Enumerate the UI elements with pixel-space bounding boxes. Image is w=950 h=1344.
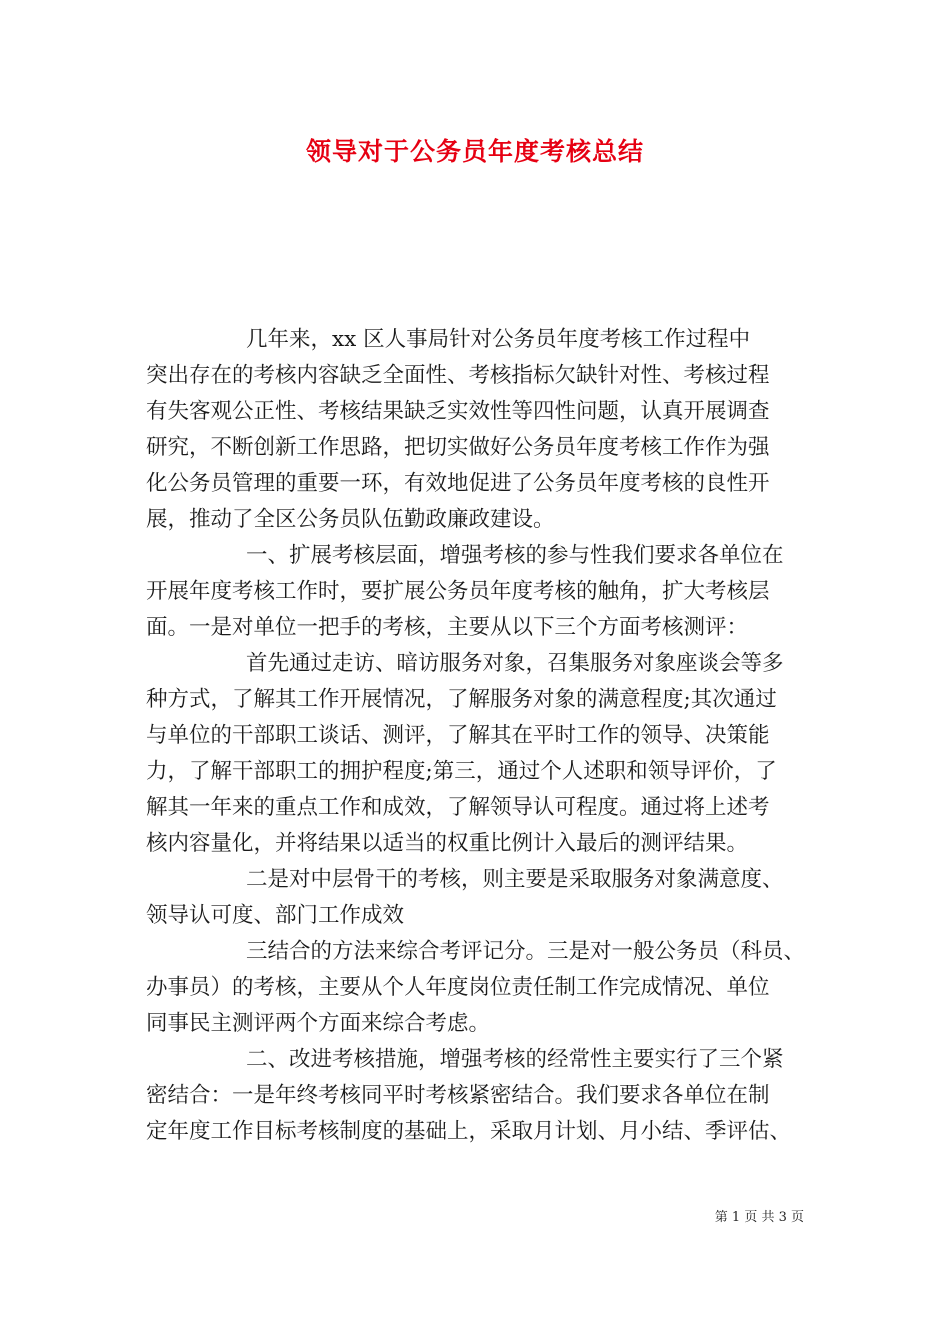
paragraph-first-line: 几年来，xx 区人事局针对公务员年度考核工作过程中 — [246, 327, 751, 352]
paragraph-first-line: 首先通过走访、暗访服务对象，召集服务对象座谈会等多 — [246, 651, 784, 676]
paragraph-first-line: 三结合的方法来综合考评记分。三是对一般公务员（科员、 — [246, 939, 806, 964]
paragraph-line: 种方式，了解其工作开展情况，了解服务对象的满意程度;其次通过 — [146, 687, 777, 712]
paragraph-line: 密结合：一是年终考核同平时考核紧密结合。我们要求各单位在制 — [146, 1083, 770, 1108]
paragraph-line: 突出存在的考核内容缺乏全面性、考核指标欠缺针对性、考核过程 — [146, 363, 770, 388]
paragraph-line: 与单位的干部职工谈话、测评，了解其在平时工作的领导、决策能 — [146, 723, 770, 748]
paragraph-line: 展，推动了全区公务员队伍勤政廉政建设。 — [146, 507, 555, 532]
paragraph-line: 办事员）的考核，主要从个人年度岗位责任制工作完成情况、单位 — [146, 975, 770, 1000]
paragraph-line: 同事民主测评两个方面来综合考虑。 — [146, 1011, 491, 1036]
paragraph-line: 有失客观公正性、考核结果缺乏实效性等四性问题，认真开展调查 — [146, 399, 770, 424]
page-number-footer: 第 1 页 共 3 页 — [714, 1210, 804, 1225]
paragraph-line: 研究，不断创新工作思路，把切实做好公务员年度考核工作作为强 — [146, 435, 770, 460]
document-title: 领导对于公务员年度考核总结 — [305, 137, 644, 166]
paragraph-line: 核内容量化，并将结果以适当的权重比例计入最后的测评结果。 — [146, 831, 749, 856]
paragraph-first-line: 二是对中层骨干的考核，则主要是采取服务对象满意度、 — [246, 867, 784, 892]
paragraph-line: 面。一是对单位一把手的考核，主要从以下三个方面考核测评： — [146, 615, 749, 640]
document-body — [146, 322, 818, 1150]
paragraph-line: 力，了解干部职工的拥护程度;第三，通过个人述职和领导评价，了 — [146, 759, 777, 784]
paragraph-line: 解其一年来的重点工作和成效，了解领导认可程度。通过将上述考 — [146, 795, 770, 820]
paragraph-first-line: 二、改进考核措施，增强考核的经常性主要实行了三个紧 — [246, 1047, 784, 1072]
paragraph-line: 开展年度考核工作时，要扩展公务员年度考核的触角，扩大考核层 — [146, 579, 770, 604]
paragraph-line: 化公务员管理的重要一环，有效地促进了公务员年度考核的良性开 — [146, 471, 770, 496]
paragraph-first-line: 一、扩展考核层面，增强考核的参与性我们要求各单位在 — [246, 543, 784, 568]
paragraph-line: 定年度工作目标考核制度的基础上，采取月计划、月小结、季评估、 — [146, 1119, 792, 1144]
paragraph-line: 领导认可度、部门工作成效 — [146, 903, 405, 928]
